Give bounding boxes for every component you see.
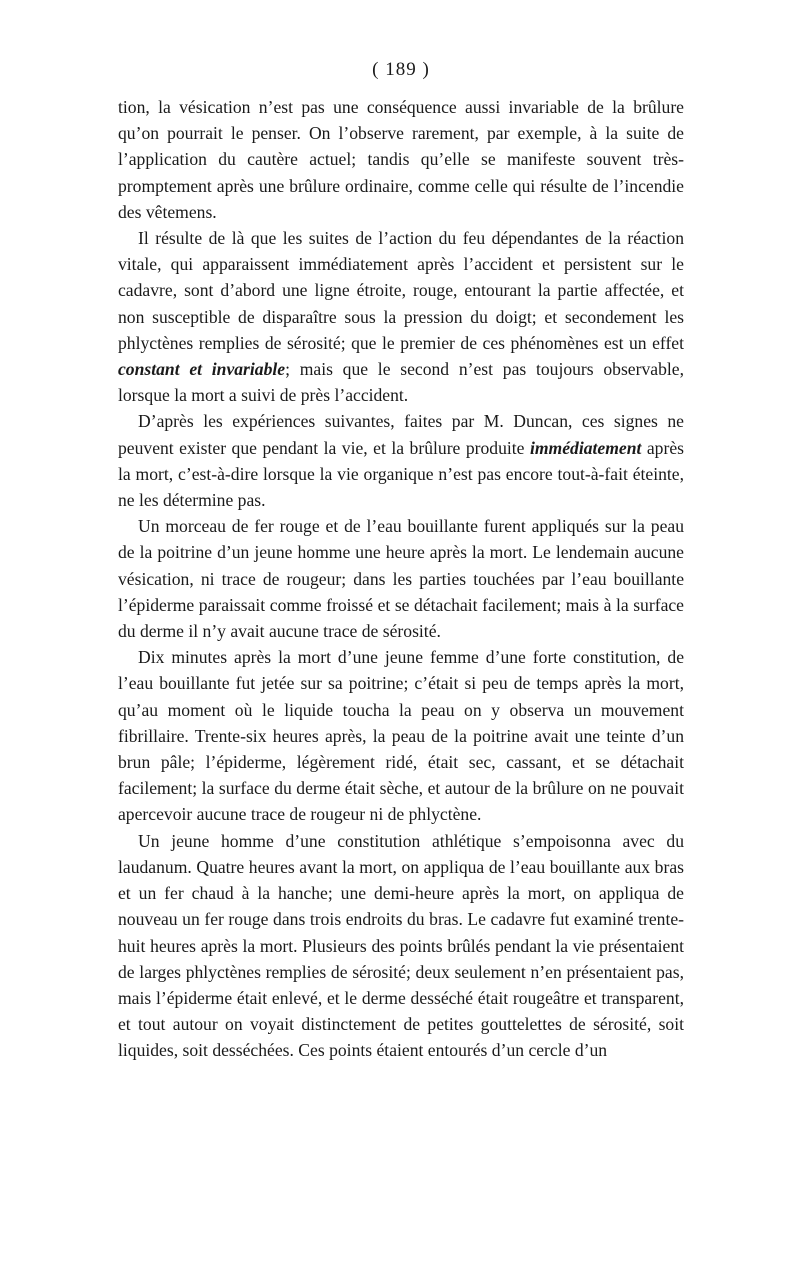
paragraph-3 [118,408,684,513]
paragraph-4 [118,513,684,644]
italic-phrase: immédiatement [529,437,642,458]
text-run: Un morceau de fer rouge et de l’eau bouillante furent appliqués sur la peau de la poitrine d’un jeune homme une heure après la mort. Le lendemain aucune vésication, ni trace de rougeur; dans les parties touchées par l’eau bouillante l’épiderme paraissait comme froissé et se détachait facilement; mais à la surface du derme il n’y avait aucune trace de sérosité. [118,516,684,642]
italic-phrase: constant et invariable [118,359,286,380]
text-run: ; mais que le second n’est pas toujours observable, lorsque la mort a suivi de près l’accident. [118,359,684,406]
text-run: tion, la vésication n’est pas une conséquence aussi invariable de la brûlure qu’on pourrait le penser. On l’observe rarement, par exemple, à la suite de l’application du cautère actuel; tandis qu’elle se manifeste souvent très-promptement après une brûlure ordinaire, comme celle qui résulte de l’incendie des vêtemens. [118,97,684,222]
text-run: Il résulte de là que les suites de l’action du feu dépendantes de la réaction vitale, qui apparaissent immédiatement après l’accident et persistent sur le cadavre, sont d’abord une ligne étroite, rouge, entourant la partie affectée, et non susceptible de disparaître sous la pression du doigt; et secondement les phlyctènes remplies de sérosité; que le premier de ces phénomènes est un effet [118,228,684,353]
text-run: après la mort, c’est-à-dire lorsque la vie organique n’est pas encore tout-à-fait éteinte, ne les détermine pas. [118,437,684,511]
book-page [118,58,684,1064]
paragraph-2 [118,225,684,408]
page-number: ( 189 ) [372,59,430,80]
text-run: Un jeune homme d’une constitution athlétique s’empoisonna avec du laudanum. Quatre heures avant la mort, on appliqua de l’eau bouillante aux bras et un fer chaud à la hanche; une demi-heure après la mort, on appliqua de nouveau un fer rouge dans trois endroits du bras. Le cadavre fut examiné trente-huit heures après la mort. Plusieurs des points brûlés pendant la vie présentaient de larges phlyctènes remplies de sérosité; deux seulement n’en présentaient pas, mais l’épiderme était enlevé, et le derme desséché était rougeâtre et transparent, et tout autour on voyait distinctement de petites gouttelettes de sérosité, soit liquides, soit desséchées. Ces points étaient entourés d’un cercle d’un [118,830,684,1061]
paragraph-5 [118,644,684,827]
page-body [118,94,684,1064]
paragraph-6 [118,828,684,1064]
paragraph-1 [118,94,684,225]
text-run: Dix minutes après la mort d’une jeune femme d’une forte constitution, de l’eau bouillante fut jetée sur sa poitrine; c’était si peu de temps après la mort, qu’au moment où le liquide toucha la peau on y observa un mouvement fibrillaire. Trente-six heures après, la peau de la poitrine avait une teinte d’un brun pâle; l’épiderme, légèrement ridé, était sec, cassant, et se détachait facilement; la surface du derme était sèche, et autour de la brûlure on ne pouvait apercevoir aucune trace de rougeur ni de phlyctène. [118,647,684,825]
text-run: D’après les expériences suivantes, faites par M. Duncan, ces signes ne peuvent exister que pendant la vie, et la brûlure produite [118,411,684,458]
